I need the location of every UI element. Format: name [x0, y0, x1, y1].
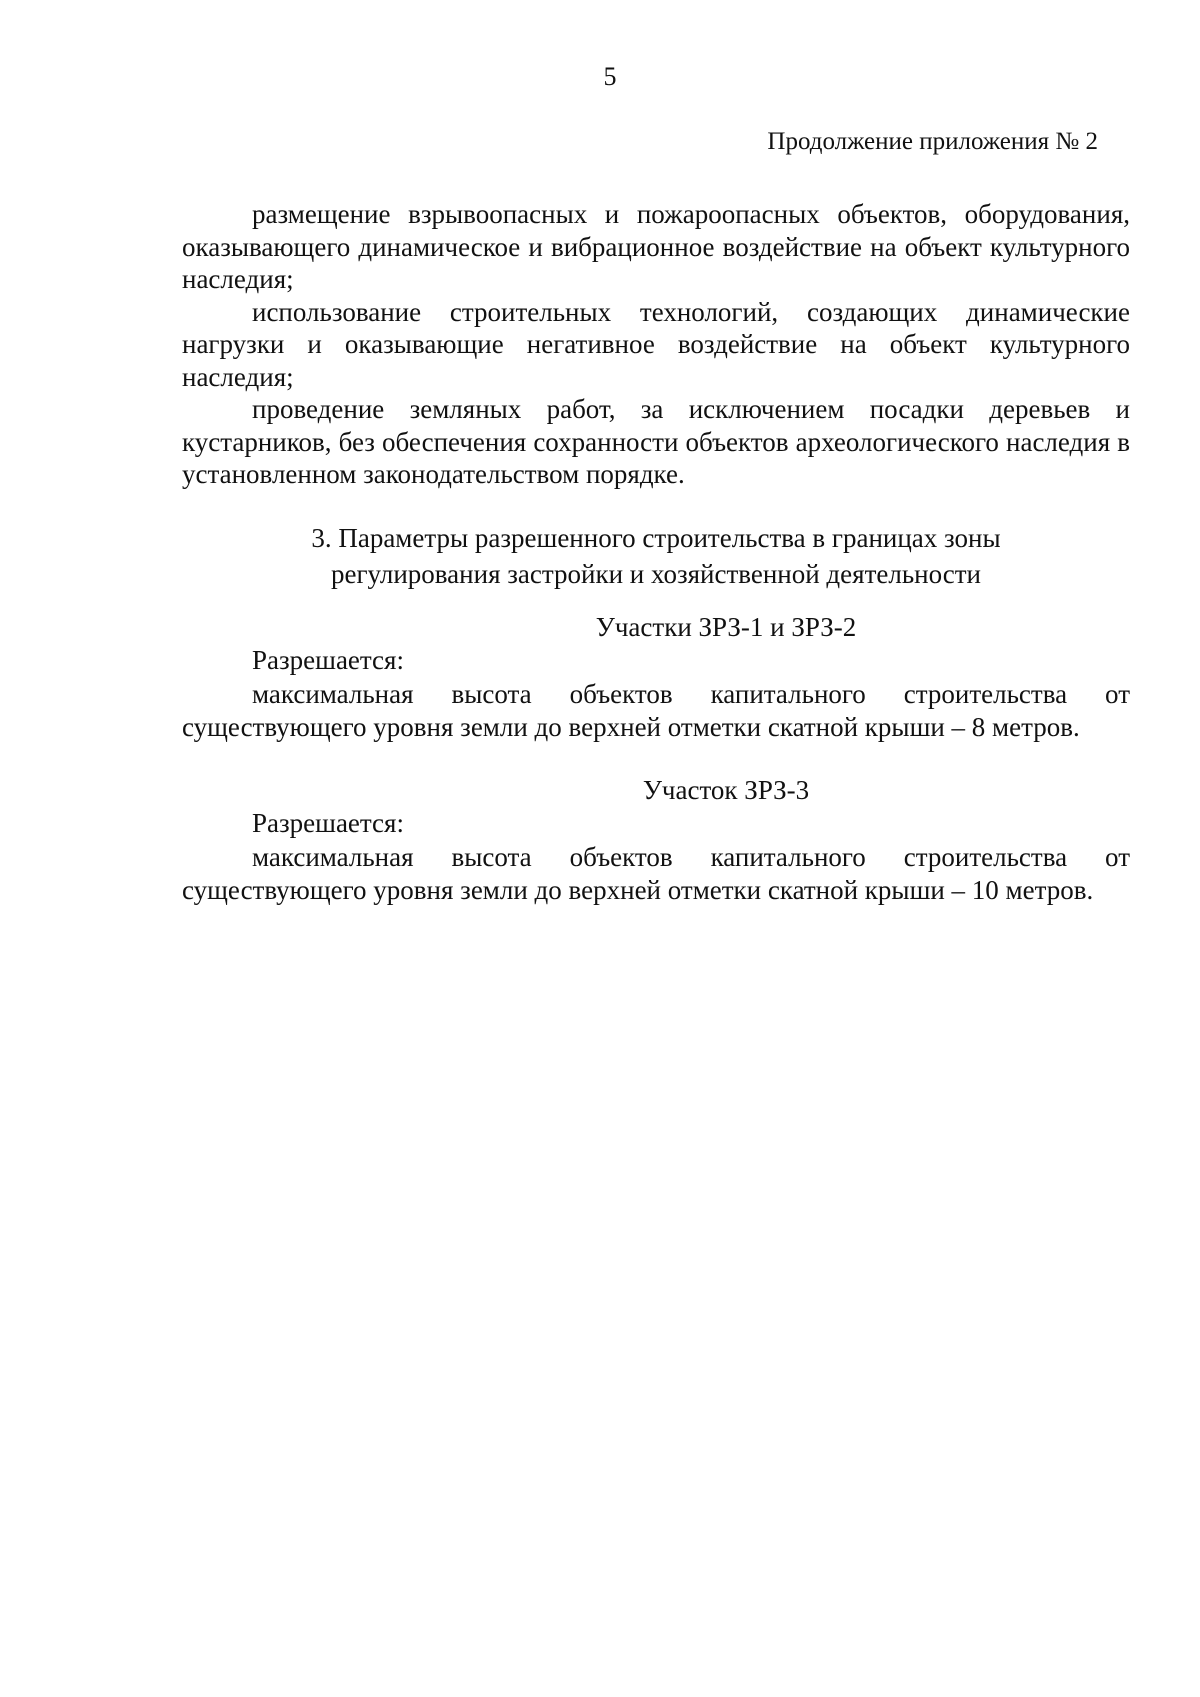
page-number: 5 — [603, 62, 617, 91]
parcel-heading: Участок ЗРЗ-3 — [642, 775, 810, 805]
allowed-label: Разрешается: — [252, 645, 404, 675]
parcel-text-block — [182, 678, 1130, 743]
parcel-text: максимальная высота объектов капитального строительства от существующего уровня земли до верхней отметки скатной крыши – 10 метров. — [182, 842, 1130, 905]
intro-list — [182, 198, 1130, 491]
parcel-heading: Участки ЗРЗ-1 и ЗРЗ-2 — [595, 612, 857, 642]
allowed-label: Разрешается: — [252, 808, 404, 838]
section-title-line: регулирования застройки и хозяйственной деятельности — [331, 559, 981, 589]
section-title — [182, 520, 1130, 592]
parcel-text: максимальная высота объектов капитального строительства от существующего уровня земли до верхней отметки скатной крыши – 8 метров. — [182, 679, 1130, 742]
intro-item: размещение взрывоопасных и пожароопасных объектов, оборудования, оказывающего динамическое и вибрационное воздействие на объект культурного наследия; — [182, 199, 1130, 294]
intro-item: проведение земляных работ, за исключением посадки деревьев и кустарников, без обеспечения сохранности объектов археологического наследия в установленном законодательством порядке. — [182, 394, 1130, 489]
section-title-line: 3. Параметры разрешенного строительства в границах зоны — [311, 523, 1001, 553]
intro-item: использование строительных технологий, создающих динамические нагрузки и оказывающие негативное воздействие на объект культурного наследия; — [182, 296, 1130, 392]
continuation-note: Продолжение приложения № 2 — [767, 128, 1098, 155]
parcel-text-block — [182, 841, 1130, 906]
